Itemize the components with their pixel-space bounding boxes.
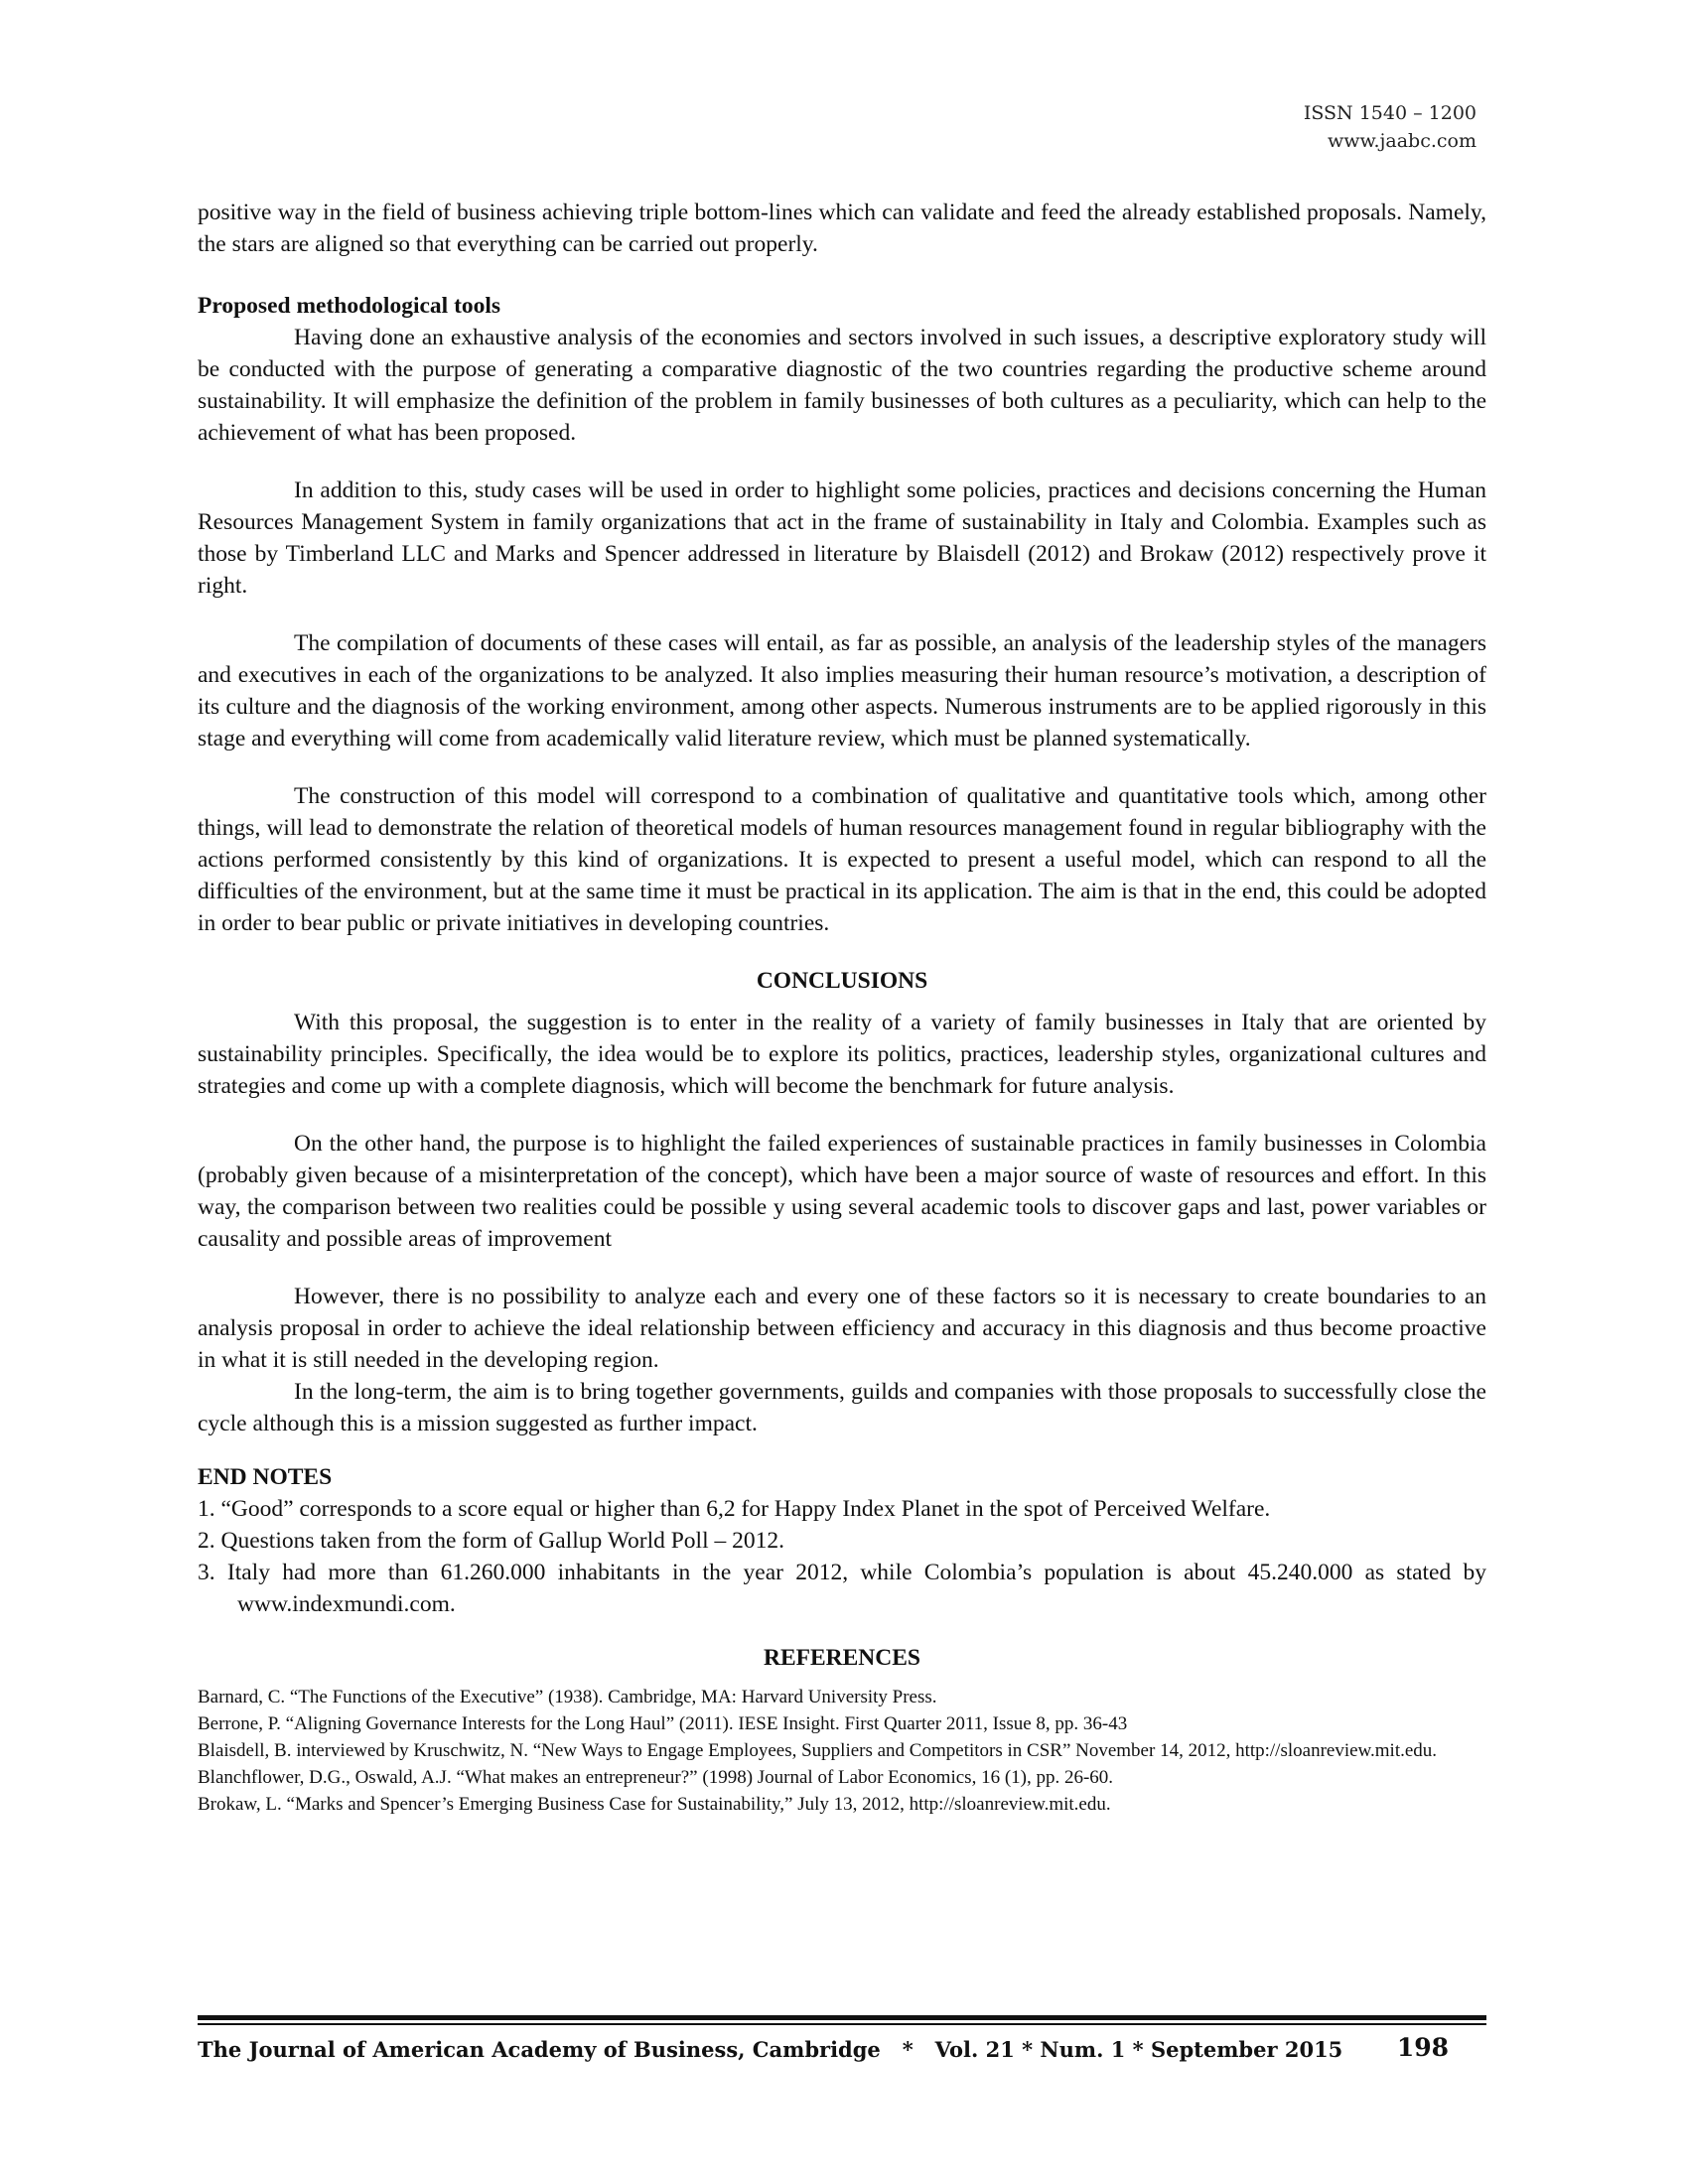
conclusions-paragraph-3: However, there is no possibility to analyze each and every one of these factors so it is necessary to create boundaries to an analysis proposal in order to achieve the ideal relationship between efficiency and accuracy in this diagnosis and thus become proactive in what it is still needed in the developing region. — [198, 1284, 1486, 1373]
journal-citation: The Journal of American Academy of Business, Cambridge * Vol. 21 * Num. 1 * September 2015 — [198, 2037, 1343, 2062]
conclusions-paragraph-4: In the long-term, the aim is to bring together governments, guilds and companies with those proposals to successfully close the cycle although this is a mission suggested as further impact. — [198, 1379, 1486, 1436]
methods-paragraph-2: In addition to this, study cases will be used in order to highlight some policies, practices and decisions concerning the Human Resources Management System in family organizations that act in the frame of sustainability in Italy and Colombia. Examples such as those by Timberland LLC and Marks and Spencer addressed in literature by Blaisdell (2012) and Brokaw (2012) respectively prove it right. — [198, 478, 1486, 599]
conclusions-paragraph-1: With this proposal, the suggestion is to enter in the reality of a variety of family businesses in Italy that are oriented by sustainability principles. Specifically, the idea would be to explore its politics, practices, leadership styles, organizational cultures and strategies and come up with a complete diagnosis, which will become the benchmark for future analysis. — [198, 1010, 1486, 1099]
page-header — [1304, 99, 1477, 155]
footer-rule-thick — [198, 2015, 1486, 2020]
methods-paragraph-1: Having done an exhaustive analysis of the economies and sectors involved in such issues, a descriptive exploratory study will be conducted with the purpose of generating a comparative diagnostic of the two countries regarding the productive scheme around sustainability. It will emphasize the definition of the problem in family businesses of both cultures as a peculiarity, which can help to the achievement of what has been proposed. — [198, 325, 1486, 446]
reference-item: Blanchflower, D.G., Oswald, A.J. “What makes an entrepreneur?” (1998) Journal of Labor Economics, 16 (1), pp. 26-60. — [198, 1767, 1114, 1788]
page-number: 198 — [1396, 2033, 1449, 2062]
references-list — [198, 1684, 1486, 1818]
endnote-item: 2. Questions taken from the form of Gallup World Poll – 2012. — [198, 1528, 784, 1554]
methods-paragraph-3: The compilation of documents of these cases will entail, as far as possible, an analysis of the leadership styles of the managers and executives in each of the organizations to be analyzed. It also implies measuring their human resource’s motivation, a description of its culture and the diagnosis of the working environment, among other aspects. Numerous instruments are to be applied rigorously in this stage and everything will come from academically valid literature review, which must be planned systematically. — [198, 630, 1486, 751]
intro-paragraph: positive way in the field of business achieving triple bottom-lines which can validate and feed the already established proposals. Namely, the stars are aligned so that everything can be carried out properly. — [198, 200, 1486, 257]
methods-paragraph-4: The construction of this model will correspond to a combination of qualitative and quantitative tools which, among other things, will lead to demonstrate the relation of theoretical models of human resources management found in regular bibliography with the actions performed consistently by this kind of organizations. It is expected to present a useful model, which can respond to all the difficulties of the environment, but at the same time it must be practical in its application. The aim is that in the end, this could be adopted in order to bear public or private initiatives in developing countries. — [198, 783, 1486, 936]
reference-item: Blaisdell, B. interviewed by Kruschwitz, N. “New Ways to Engage Employees, Suppliers and Competitors in CSR” November 14, 2012, http://sloanreview.mit.edu. — [198, 1740, 1438, 1761]
conclusions-paragraph-2: On the other hand, the purpose is to highlight the failed experiences of sustainable practices in family businesses in Colombia (probably given because of a misinterpretation of the concept), which have been a major source of waste of resources and effort. In this way, the comparison between two realities could be possible y using several academic tools to discover gaps and last, power variables or causality and possible areas of improvement — [198, 1131, 1486, 1252]
methods-heading: Proposed methodological tools — [198, 293, 501, 319]
footer-rule-thin — [198, 2023, 1486, 2025]
references-heading: REFERENCES — [763, 1645, 920, 1671]
website-label: www.jaabc.com — [1327, 130, 1477, 152]
endnote-item: 1. “Good” corresponds to a score equal or higher than 6,2 for Happy Index Planet in the spot of Perceived Welfare. — [198, 1496, 1271, 1522]
reference-item: Brokaw, L. “Marks and Spencer’s Emerging Business Case for Sustainability,” July 13, 2012, http://sloanreview.mit.edu. — [198, 1794, 1111, 1815]
conclusions-heading: CONCLUSIONS — [756, 968, 928, 994]
reference-item: Berrone, P. “Aligning Governance Interests for the Long Haul” (2011). IESE Insight. First Quarter 2011, Issue 8, pp. 36-43 — [198, 1713, 1128, 1734]
page-body — [198, 197, 1486, 1818]
reference-item: Barnard, C. “The Functions of the Executive” (1938). Cambridge, MA: Harvard University Press. — [198, 1687, 937, 1707]
endnotes-heading: END NOTES — [198, 1464, 333, 1490]
endnote-item: 3. Italy had more than 61.260.000 inhabitants in the year 2012, while Colombia’s population is about 45.240.000 as stated by www.indexmundi.com. — [198, 1560, 1486, 1617]
page-footer — [198, 2031, 1486, 2071]
issn-label: ISSN 1540 – 1200 — [1303, 102, 1477, 124]
